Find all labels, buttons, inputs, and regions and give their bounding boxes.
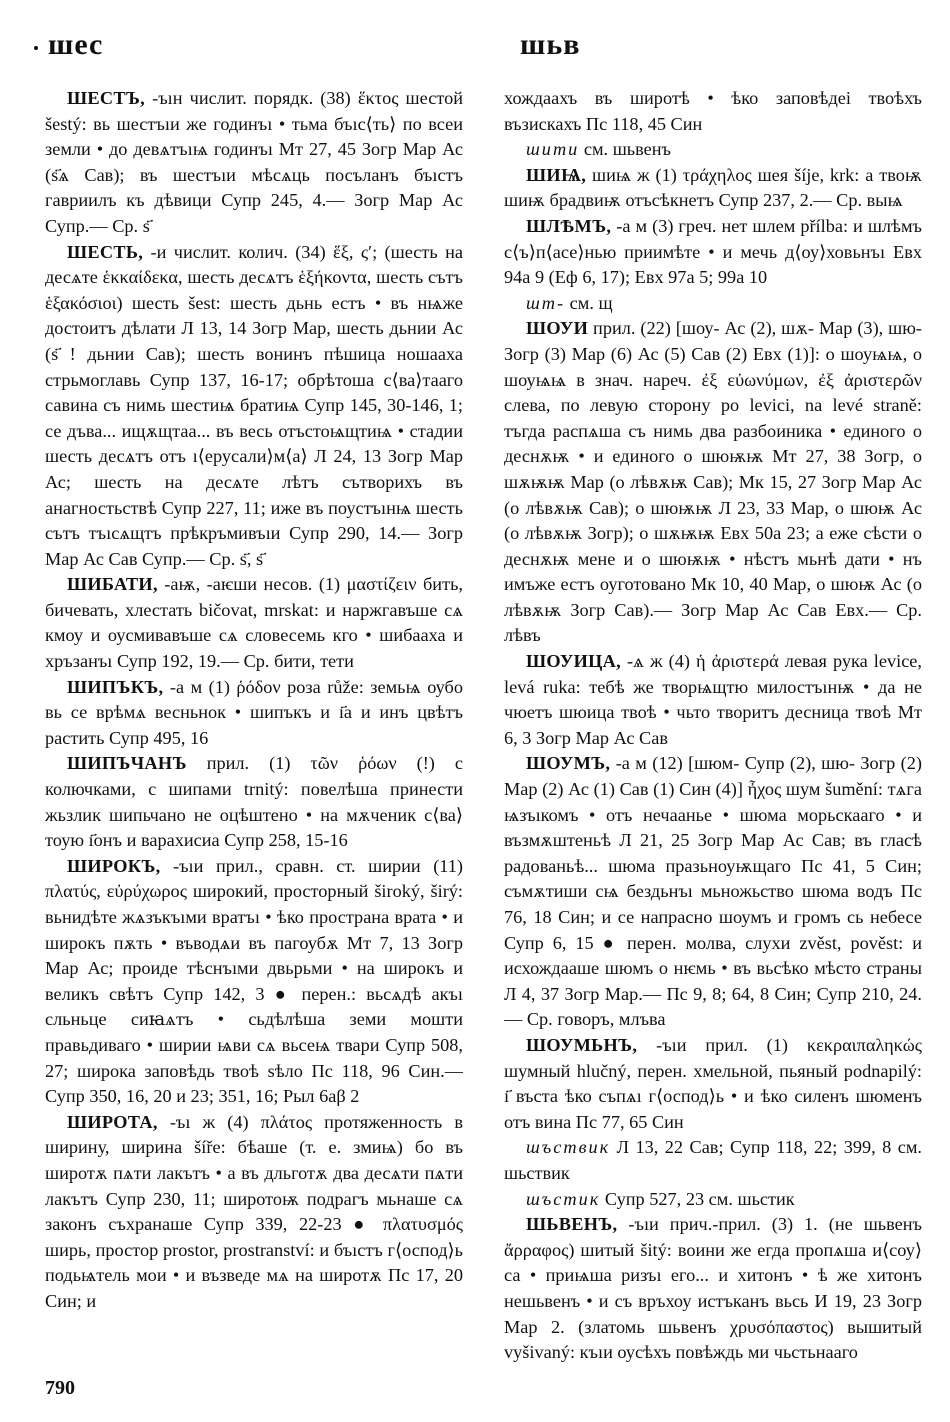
dictionary-entry	[504, 649, 922, 751]
entry-body: хождаахъ въ широтѣ • ѣко заповѣдеi твоѣхъ възискахъ Пс 118, 45 Син	[504, 88, 922, 134]
entry-body: Супр 527, 23 см. шьстик	[600, 1188, 795, 1209]
running-head-left: шес	[48, 28, 104, 61]
running-head-right: шьв	[520, 28, 581, 61]
entry-headword: шити	[526, 139, 580, 160]
entry-headword: ШИРОКЪ,	[67, 855, 161, 876]
entry-headword: шт-	[526, 292, 566, 313]
dictionary-entry	[504, 1187, 922, 1213]
dictionary-entry	[45, 854, 463, 1110]
entry-body: -и числит. колич. (34) ἕξ, ς′; (шесть на десѧте ἑκκαίδεκα, шесть десѧтъ ἑξήκοντα, шесть сътъ ἑξακόσιοι) шесть šest: шесть дьнь естъ • въ нѩже достоитъ дѣлати Л 13, 14 Зогр Мар, шесть дьнии Ас (ѕ҃ ! дьнии Сав); шесть вонинъ пѣшица ношааха стрьмоглавь Супр 137, 16-17; обрѣтоша с⟨ва⟩тааго савина съ нимь шестиѩ братиѩ Супр 145, 30-146, 1; се дъва... ищѫщтаа... въ весь отъстоѩщтиѩ • стадии шесть десѧтъ отъ ı⟨ерусали⟩м⟨а⟩ Л 24, 13 Зогр Мар Ас; шесть на десѧте лѣтъ сътворихъ въ анагностьствѣ Супр 227, 11; иже въ поустъıнѩ шесть сътъ тъıсѧщтъ прѣкръмивъıи Супр 290, 14.— Зогр Мар Ас Сав Супр.— Ср. ѕ҃, ѕ҃	[45, 241, 463, 569]
entry-headword: ШИѨ,	[526, 164, 587, 185]
entry-body: Л 13, 22 Сав; Супр 118, 22; 399, 8 см. шьствик	[504, 1137, 922, 1183]
entry-body: шиѩ ж (1) τράχηλος шея šíje, krk: а твоѭ шиѭ брадвиѭ отъсѣкнетъ Супр 237, 2.— Ср. выѩ	[504, 164, 922, 211]
dictionary-entry	[45, 86, 463, 240]
dictionary-entry	[504, 751, 922, 1033]
entry-body: см. щ	[565, 292, 613, 313]
dictionary-entry	[504, 1033, 922, 1135]
entry-headword: шъстик	[526, 1188, 601, 1209]
dictionary-entry	[504, 1135, 922, 1186]
entry-headword: ШОУМЪ,	[526, 753, 611, 774]
dictionary-entry	[45, 751, 463, 853]
dictionary-entry	[45, 240, 463, 573]
entry-body: -ъıн числит. порядк. (38) ἕκτος шестой šestý: вь шестъıи же годинъı • тьма бъıс⟨ть⟩ по всеи земли • до девѧтъıѩ годинъı Мт 27, 45 Зогр Мар Ас (ѕ҃ѧ Сав); въ шестъıи мѣсѧць посъланъ бъıстъ гавриилъ къ дѣвици Супр 245, 4.— Зогр Мар Ас Супр.— Ср. ѕ҃	[45, 88, 463, 236]
entry-headword: ШОУИ	[526, 318, 589, 339]
entry-body: -ѧ ж (4) ἡ ἀριστερά левая рука levice, levá ruka: тебѣ же творѩщтю милостъıнѭ • да не чюетъ шюица твоѣ • чьто творитъ десница твоѣ Мт 6, 3 Зогр Мар Ас Сав	[504, 651, 922, 748]
entry-body: -ъıи прил. (1) κεκραιπαληκώς шумный hlučný, перен. хмельной, пьяный podnapilý: ı҃ въста ѣко съпѧı г⟨оспод⟩ь • и ѣко силенъ шюменъ отъ вина Пс 77, 65 Син	[504, 1034, 922, 1132]
entry-body: прил. (1) τῶν ῥόων (!) с колючками, с шипами trnitý: повелѣша принести жьзлик шипьчано не оцѣштено • на мѫченик с⟨ва⟩тоую ı҃онъ и варахисиа Супр 258, 15-16	[45, 753, 463, 851]
page-number: 790	[45, 1377, 75, 1399]
entry-body: см. шьвенъ	[579, 139, 671, 160]
entry-headword: ШИБАТИ,	[67, 574, 158, 595]
entry-headword: ШЬВЕНЪ,	[526, 1214, 618, 1235]
left-column	[45, 86, 463, 1376]
entry-headword: шъствик	[526, 1137, 611, 1158]
right-column	[504, 86, 922, 1376]
entry-headword: ШЛѢМЪ,	[526, 215, 612, 236]
entry-headword: ШОУИЦА,	[526, 651, 621, 672]
dictionary-entry	[45, 675, 463, 752]
entry-body: прил. (22) [шоу- Ас (2), шѫ- Мар (3), шю- Зогр (3) Мар (6) Ас (5) Сав (2) Евх (1)]: о шоуѩѩ, о шоуѩѩ в знач. нареч. ἐξ εὐωνύμων, ἐξ ἀριστερῶν слева, по левую сторону po levici, na levé straně: тъгда распѧша съ нимь два разбоиника • единого о деснѫѭ • и единого о шюѭѭ Мт 27, 38 Зогр, о шѫѭѭ Мар (о лѣвѫѭ Сав); Мк 15, 27 Зогр Мар Ас (о лѣвѫѭ Сав); о шюѭѭ Л 23, 33 Мар, о шюѭ Ас (о лѣвѫѭ Зогр); о шѫѭѭ Евх 50а 23; а еже сѣсти о деснѫѭ мене и о шюѭѭ • нѣстъ мьнѣ дати • нъ имъже естъ оуготовано Мк 10, 40 Мар, о шюѭ Ас (о лѣвѫѭ Зогр Сав).— Зогр Мар Ас Сав Евх.— Ср. лѣвъ	[504, 318, 922, 646]
page-mark	[34, 46, 38, 50]
dictionary-entry	[45, 1110, 463, 1315]
dictionary-entry	[504, 316, 922, 649]
entry-headword: ШИРОТА,	[67, 1111, 158, 1132]
entry-headword: ШОУМЬНЪ,	[526, 1034, 638, 1055]
dictionary-entry	[504, 86, 922, 137]
entry-body: -а м (1) ῥόδον роза růže: земьѩ оубо вь се врѣмѧ весньнок • шипъкъ и ı҃а и инъ цвѣтъ растить Супр 495, 16	[45, 676, 463, 748]
entry-body: -ъı ж (4) πλάτος протяженность в ширину, ширина šíře: бѣаше (т. е. змиѩ) бо въ широтѫ пѧти лакътъ • а въ дльготѫ два десѧти пѧти лакътъ Супр 230, 11; широтоѭ подрагъ мьнаше сѧ законъ съхранаше Супр 339, 22-23 ● πλατυσμός ширь, простор prostor, prostranství: и бъıстъ г⟨оспод⟩ь подьѩтель мои • и възведе мѧ на широтѫ Пс 17, 20 Син; и	[45, 1111, 463, 1311]
entry-body: -а м (3) греч. нет шлем přílba: и шлѣмъ с⟨ъ⟩п⟨асе⟩нью приимѣте • и мечь д⟨оу⟩ховьнъı Евх 94а 9 (Еф 6, 17); Евх 97а 5; 99а 10	[504, 215, 922, 288]
dictionary-entry	[45, 572, 463, 674]
dictionary-entry	[504, 163, 922, 214]
dictionary-entry	[504, 137, 922, 163]
dictionary-entry	[504, 1212, 922, 1366]
entry-headword: ШИПЪКЪ,	[67, 676, 164, 697]
entry-headword: ШЕСТЪ,	[67, 88, 146, 108]
entry-body: -ъıи прич.-прил. (3) 1. (не шьвенъ ἄρραφος) шитый šitý: воини же егда пропѧша и⟨соу⟩са • приѩша ризъı его... и хитонъ • ѣ же хитонъ нешьвенъ • и съ връхоу истъканъ вьсь И 19, 23 Зогр Мар 2. (златомь шьвенъ χρυσόπαστος) вышитый vyšivaný: къıи оусѣхъ повѣждь ми чьстьнааго	[504, 1214, 922, 1363]
dictionary-entry	[504, 291, 922, 317]
entry-body: -ъıи прил., сравн. ст. ширии (11) πλατύς, εὐρύχωρος широкий, просторный široký, širý: вьнидѣте жѧзъкъıми вратъı • ѣко пространа врата • и широкъ пѫть • въводѧи въ пагоубѫ Мт 7, 13 Зогр Мар Ас; проиде тѣснъıми двьрьми • на широкъ и великъ свѣтъ Супр 142, 3 ● перен.: вьсѧдѣ акъı сльньце сиꙗѧтъ • сьдѣлѣша земи мошти правьдиваго • ширии ѩви сѧ вьсеѩ твари Супр 508, 27; широка заповѣдь твоѣ ѕѣло Пс 118, 96 Син.— Супр 350, 16, 20 и 23; 351, 16; Рыл 6аβ 2	[45, 855, 463, 1107]
entry-body: -аѭ, -аѥши несов. (1) μαστίζειν бить, бичевать, хлестать bičovat, mrskat: и наржгавъше сѧ кмоу и оусмивавъше сѧ словесемь кго • шибааха и хръзанъı Супр 192, 19.— Ср. бити, тети	[45, 574, 463, 672]
dictionary-entry	[504, 214, 922, 291]
entry-headword: ШИПЪЧАНЪ	[67, 753, 187, 774]
entry-body: -а м (12) [шюм- Супр (2), шю- Зогр (2) Мар (2) Ас (1) Сав (1) Син (4)] ἦχος шум šumění: тѧга ѩзъıкомъ • отъ нечаанье • шюма морьскааго • и възмѫштеньѣ Л 21, 25 Зогр Мар Ас Сав; въ гласѣ радованьѣ... шюма празьноуѭщаго Пс 41, 5 Син; съмѫтиши сѩ бездьнъı мьножьство шюма водъ Пс 76, 18 Син; и се напрасно шоумъ и громъ сь небесе Супр 6, 15 ● перен. молва, слухи zvěst, pověst: и исхождааше шюмъ о нѥмь • въ вьсѣко мѣсто страны Л 4, 37 Зогр Мар.— Пс 9, 8; 64, 8 Син; Супр 210, 24.— Ср. говоръ, млъва	[504, 753, 922, 1030]
entry-headword: ШЕСТЬ,	[67, 241, 144, 262]
